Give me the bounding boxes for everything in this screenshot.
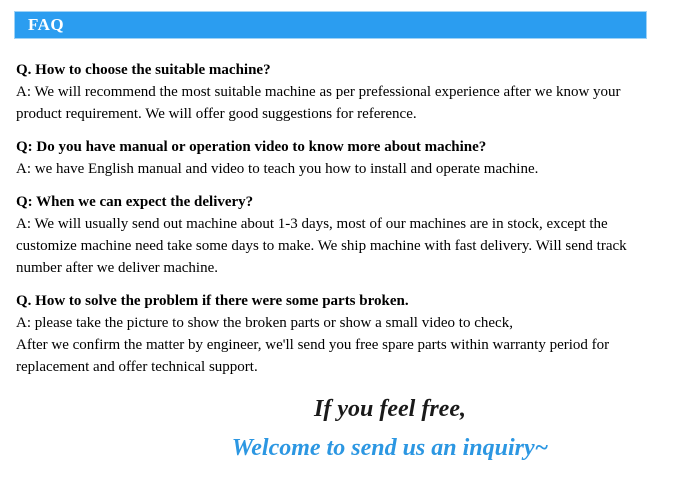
- faq-question: Q: When we can expect the delivery?: [16, 194, 254, 210]
- cta-line1: If you feel free,: [314, 396, 466, 422]
- inquiry-callout: [110, 396, 670, 462]
- faq-item: [16, 290, 634, 378]
- faq-item: [16, 136, 634, 180]
- faq-header-bar: [14, 11, 647, 39]
- faq-question: Q. How to choose the suitable machine?: [16, 62, 271, 78]
- faq-title: FAQ: [28, 15, 65, 34]
- faq-content: [16, 59, 634, 378]
- cta-line2: Welcome to send us an inquiry~: [231, 435, 549, 461]
- faq-answer-continued: After we confirm the matter by engineer, we'll send you free spare parts within warranty period for replacement and offer technical support.: [16, 337, 610, 375]
- faq-answer: A: please take the picture to show the broken parts or show a small video to check,: [16, 315, 513, 331]
- faq-question: Q. How to solve the problem if there were some parts broken.: [16, 293, 409, 309]
- faq-answer: A: we have English manual and video to teach you how to install and operate machine.: [16, 161, 539, 177]
- faq-answer: A: We will recommend the most suitable machine as per prefessional experience after we know your product requirement. We will offer good suggestions for reference.: [16, 84, 621, 122]
- faq-item: [16, 191, 634, 279]
- faq-question: Q: Do you have manual or operation video to know more about machine?: [16, 139, 487, 155]
- faq-section: [0, 11, 680, 462]
- faq-answer: A: We will usually send out machine about 1-3 days, most of our machines are in stock, except the customize machine need take some days to make. We ship machine with fast delivery. Will send track number after we deliver machine.: [16, 216, 627, 276]
- faq-item: [16, 59, 634, 125]
